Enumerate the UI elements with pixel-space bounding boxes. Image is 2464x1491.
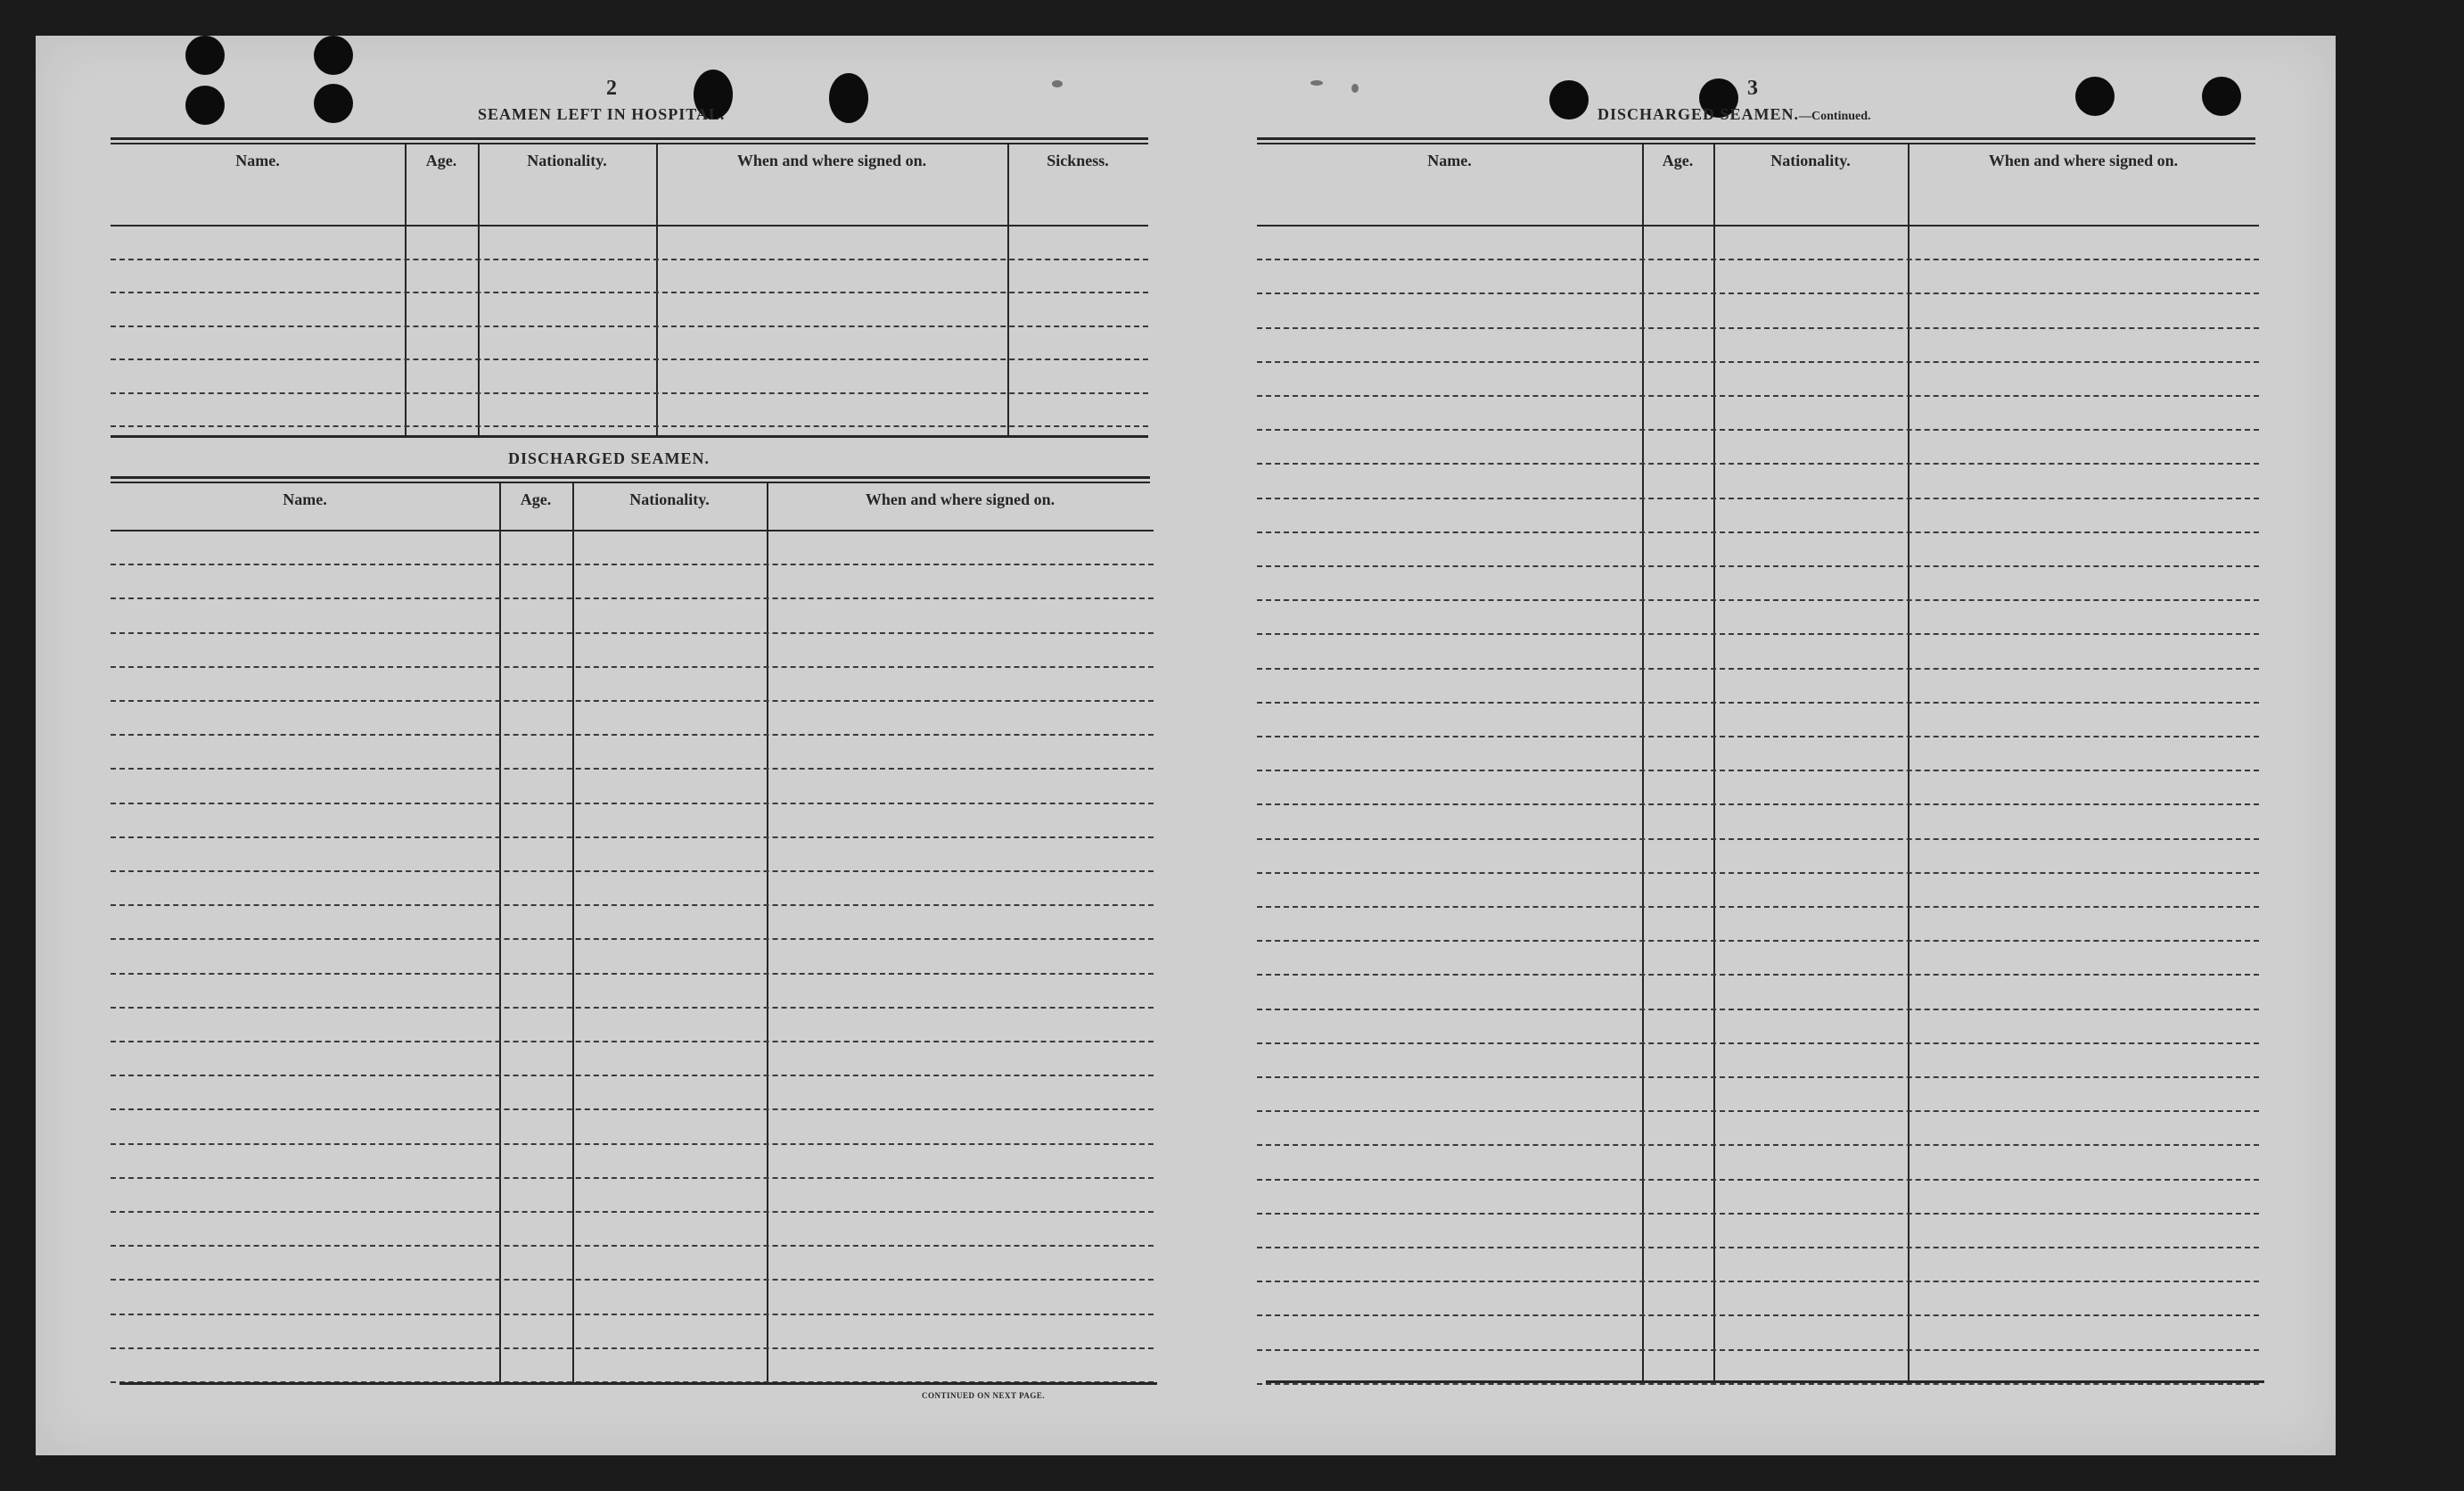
column-header: Name.	[1427, 152, 1472, 169]
table-row[interactable]	[1257, 1213, 2259, 1215]
table-row[interactable]	[111, 1279, 1154, 1281]
table-row[interactable]	[1257, 736, 2259, 737]
table-row[interactable]	[111, 325, 1148, 327]
table-row[interactable]	[111, 597, 1154, 599]
table-row[interactable]	[1257, 565, 2259, 567]
table-row[interactable]	[111, 1211, 1154, 1213]
column-divider	[572, 482, 574, 1382]
rule	[1266, 1380, 2264, 1383]
table-row[interactable]	[1257, 361, 2259, 363]
table-row[interactable]	[1257, 668, 2259, 670]
manifest-sheet	[36, 36, 2336, 1455]
discharged-section-title: DISCHARGED SEAMEN.	[508, 449, 710, 467]
table-row[interactable]	[1257, 974, 2259, 976]
table-row[interactable]	[1257, 1009, 2259, 1010]
table-row[interactable]	[111, 973, 1154, 975]
table-row[interactable]	[111, 392, 1148, 394]
punch-hole	[185, 36, 225, 75]
table-row[interactable]	[1257, 1247, 2259, 1248]
table-row[interactable]	[1257, 906, 2259, 908]
table-row[interactable]	[1257, 531, 2259, 533]
column-header: Name.	[283, 490, 327, 508]
column-header: When and where signed on.	[865, 490, 1055, 508]
table-row[interactable]	[1257, 702, 2259, 704]
punch-hole	[185, 86, 225, 125]
table-row[interactable]	[1257, 770, 2259, 771]
table-row[interactable]	[111, 292, 1148, 293]
table-row[interactable]	[111, 700, 1154, 702]
table-row[interactable]	[111, 358, 1148, 360]
ink-smudge	[1052, 80, 1063, 87]
column-header: Nationality.	[629, 490, 710, 508]
hospital-section-title: SEAMEN LEFT IN HOSPITAL.	[478, 105, 726, 123]
table-row[interactable]	[1257, 838, 2259, 840]
table-row[interactable]	[111, 870, 1154, 872]
column-header: Age.	[1662, 152, 1694, 169]
table-row[interactable]	[1257, 803, 2259, 805]
table-row[interactable]	[1257, 1383, 2259, 1385]
rule	[119, 1382, 1157, 1385]
table-row[interactable]	[1257, 599, 2259, 601]
table-row[interactable]	[111, 904, 1154, 906]
table-row[interactable]	[111, 1108, 1154, 1110]
table-row[interactable]	[111, 564, 1154, 565]
table-row[interactable]	[111, 1041, 1154, 1042]
table-row[interactable]	[111, 836, 1154, 838]
ink-smudge	[1351, 84, 1359, 93]
hospital-table	[111, 143, 1148, 435]
punch-hole	[1549, 80, 1589, 119]
table-row[interactable]	[1257, 1314, 2259, 1316]
discharged-table-left	[111, 482, 1154, 1382]
table-row[interactable]	[111, 734, 1154, 736]
table-row[interactable]	[111, 1347, 1154, 1349]
table-row[interactable]	[1257, 1076, 2259, 1078]
table-row[interactable]	[111, 803, 1154, 804]
column-divider	[499, 482, 501, 1382]
table-row[interactable]	[111, 1177, 1154, 1179]
table-row[interactable]	[111, 259, 1148, 260]
column-header: When and where signed on.	[1988, 152, 2179, 169]
table-row[interactable]	[111, 425, 1148, 427]
column-header: Nationality.	[1770, 152, 1851, 169]
table-row[interactable]	[1257, 327, 2259, 329]
column-header: When and where signed on.	[736, 152, 927, 169]
table-row[interactable]	[1257, 1349, 2259, 1351]
table-row[interactable]	[1257, 292, 2259, 294]
punch-hole	[2202, 77, 2241, 116]
table-row[interactable]	[111, 768, 1154, 770]
punch-hole	[2075, 77, 2115, 116]
punch-hole	[829, 73, 868, 123]
table-row[interactable]	[1257, 259, 2259, 260]
header-underline	[1257, 225, 2259, 227]
table-row[interactable]	[111, 1075, 1154, 1076]
column-header: Nationality.	[527, 152, 607, 169]
table-row[interactable]	[111, 1245, 1154, 1247]
title-suffix: —Continued.	[1799, 110, 1871, 123]
rule	[111, 476, 1150, 479]
table-row[interactable]	[1257, 940, 2259, 942]
header-underline	[111, 530, 1154, 531]
table-row[interactable]	[1257, 633, 2259, 635]
rule	[111, 137, 1148, 140]
continued-footer: CONTINUED ON NEXT PAGE.	[922, 1391, 1046, 1400]
table-row[interactable]	[1257, 1179, 2259, 1181]
table-row[interactable]	[111, 1007, 1154, 1009]
page-number-left: 2	[606, 77, 617, 100]
table-row[interactable]	[111, 1314, 1154, 1315]
rule	[1257, 137, 2255, 140]
header-underline	[111, 225, 1148, 227]
table-row[interactable]	[1257, 498, 2259, 499]
table-row[interactable]	[111, 632, 1154, 634]
table-row[interactable]	[1257, 395, 2259, 397]
table-row[interactable]	[1257, 1042, 2259, 1044]
table-row[interactable]	[1257, 463, 2259, 465]
column-divider	[767, 482, 768, 1382]
discharged-table-right	[1257, 143, 2259, 1380]
table-row[interactable]	[1257, 1110, 2259, 1112]
table-row[interactable]	[1257, 429, 2259, 431]
discharged-continued-title	[1597, 105, 1871, 124]
table-row[interactable]	[111, 938, 1154, 940]
ink-smudge	[1310, 80, 1323, 86]
title-main: DISCHARGED SEAMEN.	[1597, 105, 1800, 123]
table-row[interactable]	[111, 1143, 1154, 1145]
column-header: Sickness.	[1047, 152, 1109, 169]
page-number-right: 3	[1747, 77, 1758, 100]
column-header: Age.	[520, 490, 552, 508]
punch-hole	[314, 36, 353, 75]
column-header: Age.	[425, 152, 457, 169]
rule	[111, 435, 1148, 438]
table-row[interactable]	[111, 666, 1154, 668]
punch-hole	[314, 84, 353, 123]
table-row[interactable]	[1257, 872, 2259, 874]
table-row[interactable]	[1257, 1144, 2259, 1146]
table-row[interactable]	[1257, 1281, 2259, 1282]
column-header: Name.	[235, 152, 280, 169]
